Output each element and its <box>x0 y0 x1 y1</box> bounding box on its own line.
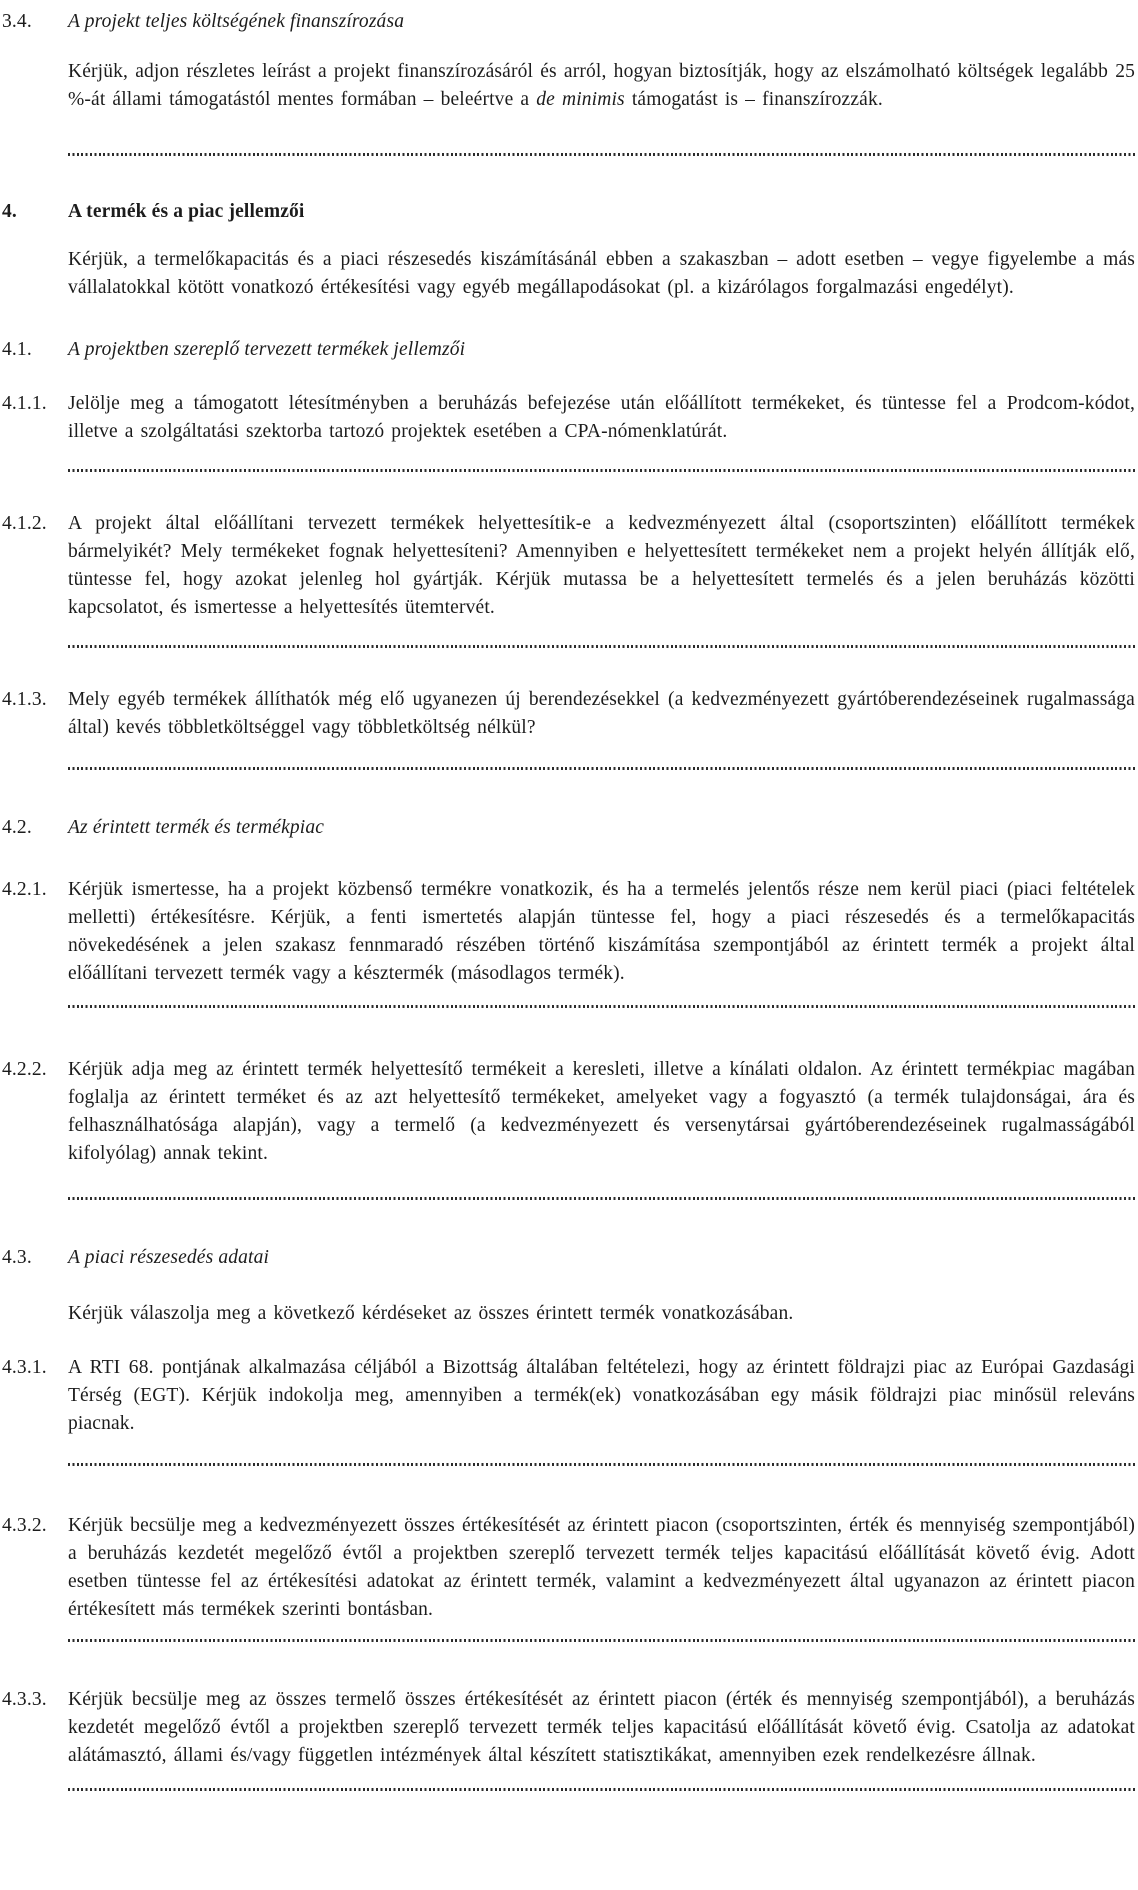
question-4-2-2-row <box>2 1056 1135 1168</box>
section-4-intro-row <box>2 246 1135 302</box>
question-4-3-2-number: 4.3.2. <box>2 1515 47 1536</box>
section-4-1-title: A projektben szereplő tervezett termékek jellemzői <box>68 339 466 360</box>
answer-row <box>2 1004 1135 1008</box>
dotted-answer-line <box>68 767 1135 770</box>
de-minimis-term: de minimis <box>536 89 625 110</box>
intro-text-before: Kérjük, adjon részletes leírást a projekt finanszírozásáról és arról, hogyan biztosítják, hogy az elszámolható költségek legalább 25 %-át állami támogatástól mentes formában – beleértve a <box>68 61 1135 110</box>
dotted-answer-line <box>68 1788 1135 1791</box>
section-4-number: 4. <box>2 201 17 222</box>
section-4-1-heading-row <box>2 336 1135 364</box>
question-4-2-1-text: Kérjük ismertesse, ha a projekt közbenső termékre vonatkozik, és ha a termelés jelentős része nem kerül piaci (piaci feltételek melletti) értékesítésre. Kérjük, a fenti ismertetés alapján tüntesse fel, hogy a piaci részesedés és a termelőkapacitás növekedésének a jelen szakasz fennmaradó részében történő kiszámítása szempontjából az érintett termék a projekt által előállítani tervezett termék vagy a késztermék (másodlagos termék). <box>68 879 1135 984</box>
section-4-3-intro-row <box>2 1300 1135 1328</box>
question-4-1-2-row <box>2 510 1135 622</box>
question-4-1-3-number: 4.1.3. <box>2 689 47 710</box>
dotted-answer-line <box>68 153 1135 156</box>
question-4-2-2-number: 4.2.2. <box>2 1059 47 1080</box>
question-4-3-1-text: A RTI 68. pontjának alkalmazása céljából a Bizottság általában feltételezi, hogy az érintett földrajzi piac az Európai Gazdasági Térség (EGT). Kérjük indokolja meg, amennyiben a termék(ek) vonatkozásában egy másik földrajzi piac minősül releváns piacnak. <box>68 1357 1135 1434</box>
question-4-1-2-number: 4.1.2. <box>2 513 47 534</box>
question-4-1-1-text: Jelölje meg a támogatott létesítményben a beruházás befejezése után előállított termékeket, és tüntesse fel a Prodcom-kódot, illetve a szolgáltatási szektorba tartozó projektek esetében a CPA-nómenklatúrát. <box>68 393 1135 442</box>
section-4-3-heading-row <box>2 1244 1135 1272</box>
dotted-answer-line <box>68 1463 1135 1466</box>
question-4-1-1-row <box>2 390 1135 446</box>
section-4-heading-row <box>2 198 1135 226</box>
question-4-2-2-text: Kérjük adja meg az érintett termék helyettesítő termékeit a keresleti, illetve a kínálati oldalon. Az érintett termékpiac magában foglalja az érintett terméket és az azt helyettesítő termékeket, amelyeket vagy a fogyasztó (a termék tulajdonságai, ára és felhasználhatósága alapján), vagy a termelő (a kedvezményezett és versenytársai gyártóberendezéseinek rugalmasságából kifolyólag) annak tekint. <box>68 1059 1135 1164</box>
section-4-3-number: 4.3. <box>2 1247 32 1268</box>
question-4-3-2-text: Kérjük becsülje meg a kedvezményezett összes értékesítését az érintett piacon (csoportszinten, érték és mennyiség szempontjából) a beruházás kezdetét megelőző évtől a projektben szereplő tervezett termék teljes kapacitású előállítását követő évig. Adott esetben tüntesse fel az értékesítési adatokat az érintett termék, valamint a kedvezményezett által ugyanazon az érintett piacon értékesített más termékek szerinti bontásban. <box>68 1515 1135 1620</box>
question-4-1-3-text: Mely egyéb termékek állíthatók még elő ugyanezen új berendezésekkel (a kedvezményezett gyártóberendezéseinek rugalmassága által) kevés többletköltséggel vagy többletköltség nélkül? <box>68 689 1135 738</box>
section-4-intro: Kérjük, a termelőkapacitás és a piaci részesedés kiszámításánál ebben a szakaszban – adott esetben – vegye figyelembe a más vállalatokkal kötött vonatkozó értékesítési vagy egyéb megállapodásokat (pl. a kizárólagos forgalmazási engedélyt). <box>68 249 1135 298</box>
section-4-2-title: Az érintett termék és termékpiac <box>68 817 325 838</box>
question-4-3-3-number: 4.3.3. <box>2 1689 47 1710</box>
section-3-4-title: A projekt teljes költségének finanszírozása <box>68 11 405 32</box>
section-4-1-number: 4.1. <box>2 339 32 360</box>
dotted-answer-line <box>68 1197 1135 1200</box>
section-3-4-intro-row <box>2 58 1135 114</box>
section-4-2-heading-row <box>2 814 1135 842</box>
dotted-answer-line <box>68 1005 1135 1008</box>
answer-row <box>2 1638 1135 1642</box>
section-3-4-heading-row <box>2 8 1135 36</box>
question-4-1-3-row <box>2 686 1135 742</box>
question-4-3-2-row <box>2 1512 1135 1624</box>
answer-row <box>2 468 1135 472</box>
answer-row <box>2 1787 1135 1791</box>
question-4-2-1-number: 4.2.1. <box>2 879 47 900</box>
question-4-1-1-number: 4.1.1. <box>2 393 47 414</box>
answer-row <box>2 1196 1135 1200</box>
question-4-3-1-number: 4.3.1. <box>2 1357 47 1378</box>
question-4-3-3-row <box>2 1686 1135 1770</box>
section-4-2-number: 4.2. <box>2 817 32 838</box>
question-4-1-2-text: A projekt által előállítani tervezett termékek helyettesítik-e a kedvezményezett által (csoportszinten) előállított termékek bármelyikét? Mely termékeket fognak helyettesíteni? Amennyiben e helyettesített termékeket nem a projekt helyén állítják elő, tüntesse fel, hogy azokat jelenleg hol gyártják. Kérjük mutassa be a helyettesített termelés és a jelen beruházás közötti kapcsolatot, és ismertesse a helyettesítés ütemtervét. <box>68 513 1135 618</box>
section-4-title: A termék és a piac jellemzői <box>68 201 305 222</box>
question-4-3-3-text: Kérjük becsülje meg az összes termelő összes értékesítését az érintett piacon (érték és mennyiség szempontjából), a beruházás kezdetét megelőző évtől a projektben szereplő tervezett termék teljes kapacitású előállítását követő évig. Csatolja az adatokat alátámasztó, állami és/vagy független intézmények által készített statisztikákat, amennyiben ezek rendelkezésre állnak. <box>68 1689 1135 1766</box>
section-3-4-intro <box>68 58 1135 114</box>
intro-text-after: támogatást is – finanszírozzák. <box>624 89 883 110</box>
answer-row <box>2 152 1135 156</box>
question-4-2-1-row <box>2 876 1135 988</box>
section-4-3-intro: Kérjük válaszolja meg a következő kérdéseket az összes érintett termék vonatkozásában. <box>68 1303 794 1324</box>
answer-row <box>2 766 1135 770</box>
question-4-3-1-row <box>2 1354 1135 1438</box>
answer-row <box>2 644 1135 648</box>
section-4-3-title: A piaci részesedés adatai <box>68 1247 270 1268</box>
dotted-answer-line <box>68 469 1135 472</box>
section-3-4-number: 3.4. <box>2 11 32 32</box>
answer-row <box>2 1462 1135 1466</box>
dotted-answer-line <box>68 1639 1135 1642</box>
dotted-answer-line <box>68 645 1135 648</box>
